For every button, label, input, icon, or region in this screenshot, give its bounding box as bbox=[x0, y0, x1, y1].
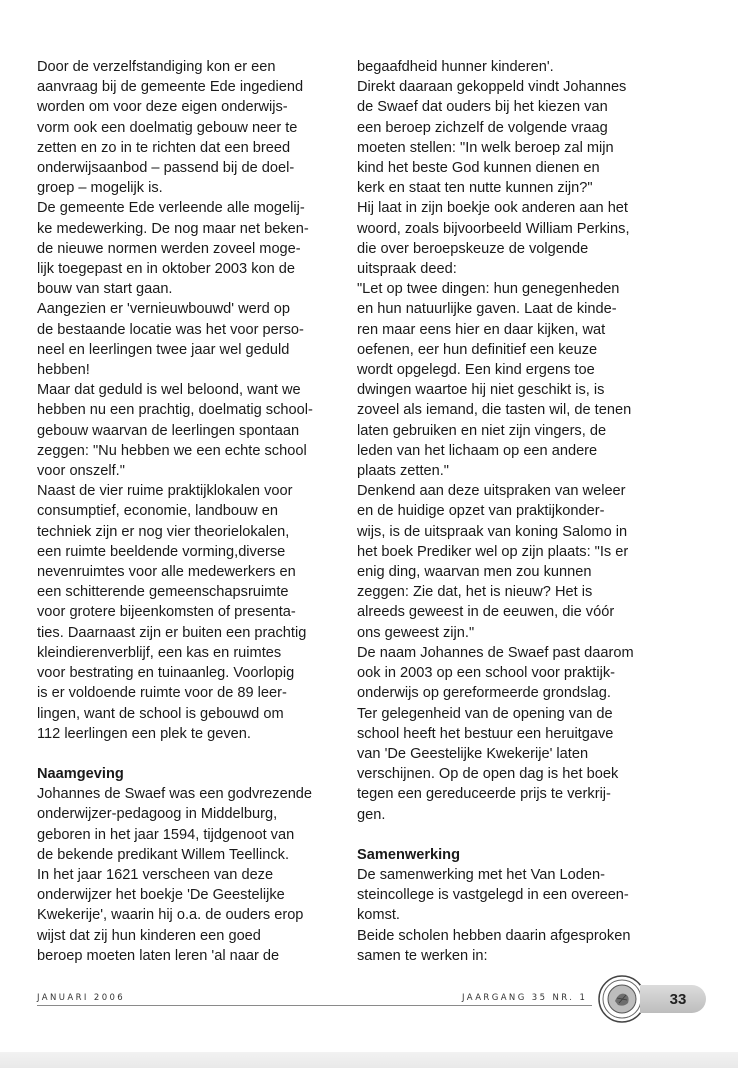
text-line: beroep moeten laten leren 'al naar de bbox=[37, 947, 280, 964]
text-line: onderwijsaanbod – passend bij de doel- bbox=[37, 160, 295, 177]
text-line: vorm ook een doelmatig gebouw neer te bbox=[37, 119, 298, 136]
text-line: Door de verzelfstandiging kon er een bbox=[37, 59, 276, 75]
text-line: laten gebruiken en niet zijn vingers, de bbox=[357, 422, 607, 439]
text-line: Maar dat geduld is wel beloond, want we bbox=[37, 382, 301, 399]
text-line: In het jaar 1621 verscheen van deze bbox=[37, 866, 274, 883]
text-line: woord, zoals bijvoorbeeld William Perkins, bbox=[357, 220, 630, 237]
text-line: is er voldoende ruimte voor de 89 leer- bbox=[37, 685, 287, 702]
text-line: De samenwerking met het Van Loden- bbox=[357, 866, 605, 883]
text-line: dwingen waartoe hij niet geschikt is, is bbox=[357, 382, 605, 399]
text-line: ties. Daarnaast zijn er buiten een prachtig bbox=[37, 624, 307, 641]
text-line: bouw van start gaan. bbox=[37, 281, 173, 298]
text-line: ook in 2003 op een school voor praktijk- bbox=[357, 665, 615, 682]
scan-bottom-edge bbox=[0, 1052, 738, 1068]
text-line: alreeds geweest in de eeuwen, die vóór bbox=[357, 604, 615, 621]
text-line: geboren in het jaar 1594, tijdgenoot van bbox=[37, 826, 295, 843]
text-line: hebben nu een prachtig, doelmatig school- bbox=[37, 402, 313, 419]
text-line: komst. bbox=[357, 907, 400, 924]
footer-date: JANUARI 2006 bbox=[37, 993, 126, 1003]
text-line: nevenruimtes voor alle medewerkers en bbox=[37, 564, 296, 581]
text-line: zetten en zo in te richten dat een breed bbox=[37, 139, 291, 156]
text-line: verschijnen. Op de open dag is het boek bbox=[357, 766, 619, 783]
text-line: techniek zijn er nog vier theorielokalen, bbox=[37, 523, 290, 540]
text-line: Direkt daaraan gekoppeld vindt Johannes bbox=[357, 79, 627, 96]
left-paragraph-1 bbox=[37, 57, 337, 744]
text-line: Beide scholen hebben daarin afgesproken bbox=[357, 927, 631, 944]
text-line: de Swaef dat ouders bij het kiezen van bbox=[357, 99, 608, 116]
text-line: begaafdheid hunner kinderen'. bbox=[357, 59, 554, 75]
text-line: wordt opgelegd. Een kind ergens toe bbox=[357, 362, 595, 379]
heading-naamgeving: Naamgeving bbox=[37, 765, 124, 782]
text-line: De gemeente Ede verleende alle mogelij- bbox=[37, 200, 305, 217]
text-line: ons geweest zijn." bbox=[357, 624, 475, 641]
text-line: voor bestrating en tuinaanleg. Voorlopig bbox=[37, 665, 295, 682]
left-paragraph-2 bbox=[37, 784, 337, 966]
page-number: 33 bbox=[640, 985, 706, 1013]
spacer bbox=[37, 744, 337, 764]
footer-rule bbox=[37, 1005, 592, 1006]
text-line: Aangezien er 'vernieuwbouwd' werd op bbox=[37, 301, 291, 318]
text-line: wijs, is de uitspraak van koning Salomo in bbox=[357, 523, 628, 540]
text-line: uitspraak deed: bbox=[357, 261, 457, 278]
text-line: hebben! bbox=[37, 362, 90, 379]
text-line: moeten stellen: "In welk beroep zal mijn bbox=[357, 139, 614, 156]
text-line: ren maar eens hier en daar kijken, wat bbox=[357, 321, 606, 338]
text-line: 112 leerlingen een plek te geven. bbox=[37, 725, 251, 742]
text-line: van 'De Geestelijke Kwekerije' laten bbox=[357, 745, 589, 762]
text-line: gen. bbox=[357, 806, 386, 823]
text-line: kind het beste God kunnen dienen en bbox=[357, 160, 600, 177]
text-line: "Let op twee dingen: hun genegenheden bbox=[357, 281, 620, 298]
spacer bbox=[357, 825, 657, 845]
text-line: Denkend aan deze uitspraken van weleer bbox=[357, 483, 626, 500]
text-line: plaats zetten." bbox=[357, 463, 449, 480]
left-column bbox=[37, 57, 337, 966]
footer-volume: JAARGANG 35 NR. 1 bbox=[462, 993, 588, 1003]
text-line: worden om voor deze eigen onderwijs- bbox=[37, 99, 288, 116]
text-line: die over beroepskeuze de volgende bbox=[357, 240, 589, 257]
text-line: voor grotere bijeenkomsten of presenta- bbox=[37, 604, 296, 621]
text-line: consumptief, economie, landbouw en bbox=[37, 503, 278, 520]
text-line: lijk toegepast en in oktober 2003 kon de bbox=[37, 261, 296, 278]
right-paragraph-2 bbox=[357, 865, 657, 966]
text-line: ke medewerking. De nog maar net beken- bbox=[37, 220, 309, 237]
text-line: tegen een gereduceerde prijs te verkrij- bbox=[357, 786, 611, 803]
text-line: groep – mogelijk is. bbox=[37, 180, 163, 197]
text-line: wijst dat zij hun kinderen een goed bbox=[37, 927, 261, 944]
text-line: steincollege is vastgelegd in een overeen- bbox=[357, 887, 629, 904]
heading-samenwerking: Samenwerking bbox=[357, 846, 461, 863]
text-line: neel en leerlingen twee jaar wel geduld bbox=[37, 341, 290, 358]
text-line: leden van het lichaam op een andere bbox=[357, 442, 598, 459]
text-line: zeggen: Zie dat, het is nieuw? Het is bbox=[357, 584, 593, 601]
text-line: de bekende predikant Willem Teellinck. bbox=[37, 846, 290, 863]
text-line: Naast de vier ruime praktijklokalen voor bbox=[37, 483, 293, 500]
text-line: en hun natuurlijke gaven. Laat de kinde- bbox=[357, 301, 617, 318]
text-line: enig ding, waarvan men zou kunnen bbox=[357, 564, 592, 581]
text-line: Kwekerije', waarin hij o.a. de ouders erop bbox=[37, 907, 304, 924]
text-line: de nieuwe normen werden zoveel moge- bbox=[37, 240, 301, 257]
right-paragraph-1 bbox=[357, 57, 657, 825]
text-line: een beroep zichzelf de volgende vraag bbox=[357, 119, 608, 136]
text-line: kleindierenverblijf, een kas en ruimtes bbox=[37, 644, 282, 661]
text-line: aanvraag bij de gemeente Ede ingediend bbox=[37, 79, 304, 96]
text-line: onderwijs op gereformeerde grondslag. bbox=[357, 685, 611, 702]
text-line: Johannes de Swaef was een godvrezende bbox=[37, 786, 313, 803]
text-line: lingen, want de school is gebouwd om bbox=[37, 705, 284, 722]
text-line: De naam Johannes de Swaef past daarom bbox=[357, 644, 634, 661]
text-line: en de huidige opzet van praktijkonder- bbox=[357, 503, 605, 520]
text-line: zoveel als iemand, die tasten wil, de tenen bbox=[357, 402, 632, 419]
text-line: oefenen, eer hun definitief een keuze bbox=[357, 341, 598, 358]
text-line: onderwijzer-pedagoog in Middelburg, bbox=[37, 806, 278, 823]
text-line: het boek Prediker wel op zijn plaats: "Is er bbox=[357, 543, 629, 560]
text-line: school heeft het bestuur een heruitgave bbox=[357, 725, 614, 742]
text-line: een ruimte beeldende vorming,diverse bbox=[37, 543, 286, 560]
text-line: onderwijzer het boekje 'De Geestelijke bbox=[37, 887, 285, 904]
text-line: gebouw waarvan de leerlingen spontaan bbox=[37, 422, 300, 439]
text-line: kerk en staat ten nutte kunnen zijn?" bbox=[357, 180, 593, 197]
text-line: samen te werken in: bbox=[357, 947, 488, 964]
text-line: een schitterende gemeenschapsruimte bbox=[37, 584, 289, 601]
text-line: voor onszelf." bbox=[37, 463, 125, 480]
text-line: de bestaande locatie was het voor perso- bbox=[37, 321, 304, 338]
text-line: Ter gelegenheid van de opening van de bbox=[357, 705, 613, 722]
text-line: Hij laat in zijn boekje ook anderen aan het bbox=[357, 200, 628, 217]
text-line: zeggen: "Nu hebben we een echte school bbox=[37, 442, 307, 459]
right-column bbox=[357, 57, 657, 966]
